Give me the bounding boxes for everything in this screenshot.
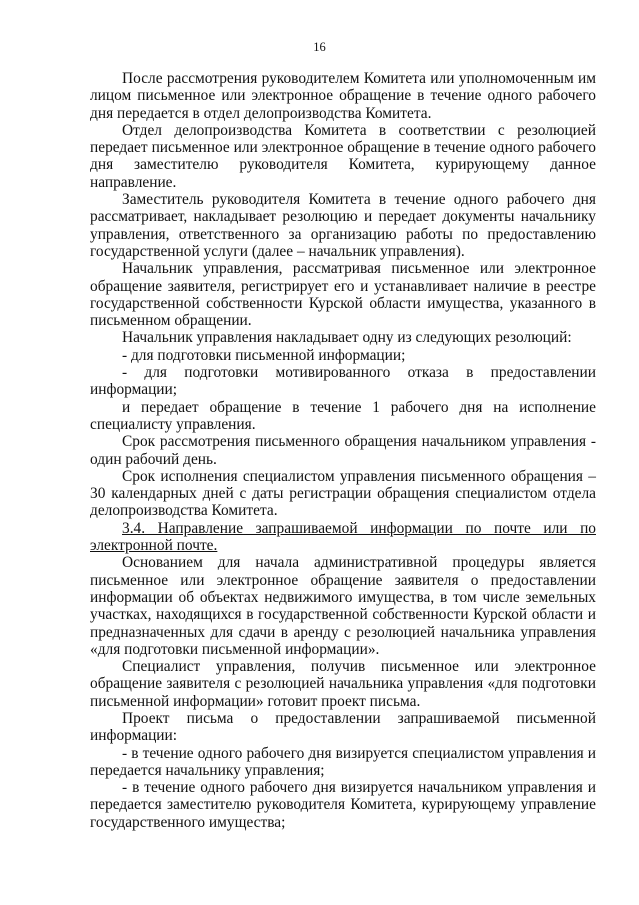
- section-heading: 3.4. Направление запрашиваемой информации по почте или по электронной почте.: [90, 519, 596, 555]
- paragraph: Срок исполнения специалистом управления письменного обращения – 30 календарных дней с даты регистрации обращения специалистом отдела делопроизводства Комитета.: [90, 467, 596, 520]
- paragraph: Специалист управления, получив письменное или электронное обращение заявителя с резолюцией начальника управления «для подготовки письменной информации» готовит проект письма.: [90, 658, 596, 710]
- paragraph: Начальник управления, рассматривая письменное или электронное обращение заявителя, регистрирует его и устанавливает наличие в реестре государственной собственности Курской области имущества, указанного в письменном обращении.: [90, 260, 596, 330]
- list-item: - для подготовки мотивированного отказа в предоставлении информации;: [90, 364, 596, 399]
- paragraph: Отдел делопроизводства Комитета в соответствии с резолюцией передает письменное или электронное обращение в течение одного рабочего дня заместителю руководителя Комитета, курирующему данное направление.: [90, 121, 596, 191]
- paragraph: Основанием для начала административной процедуры является письменное или электронное обращение заявителя о предоставлении информации об объектах недвижимого имущества, в том числе земельных участках, находящихся в государственной собственности Курской области и предназначенных для сдачи в аренду с резолюцией начальника управления «для подготовки письменной информации».: [90, 554, 596, 658]
- paragraph: Срок рассмотрения письменного обращения начальником управления - один рабочий день.: [90, 433, 596, 468]
- paragraph: Проект письма о предоставлении запрашиваемой письменной информации:: [90, 709, 596, 745]
- list-item: - в течение одного рабочего дня визируется начальником управления и передается заместителю руководителя Комитета, курирующему управление государственного имущества;: [90, 779, 596, 831]
- list-item: - для подготовки письменной информации;: [122, 346, 406, 364]
- paragraph: Заместитель руководителя Комитета в течение одного рабочего дня рассматривает, накладывает резолюцию и передает документы начальнику управления, ответственного за организацию работы по предоставлению государственной услуги (далее – начальник управления).: [90, 191, 596, 260]
- list-item: - в течение одного рабочего дня визируется специалистом управления и передается начальнику управления;: [90, 744, 596, 779]
- paragraph: и передает обращение в течение 1 рабочего дня на исполнение специалисту управления.: [90, 398, 596, 433]
- page-number: 16: [313, 40, 326, 54]
- paragraph: После рассмотрения руководителем Комитета или уполномоченным им лицом письменное или электронное обращение в течение одного рабочего дня передается в отдел делопроизводства Комитета.: [90, 70, 596, 122]
- document-body: [90, 70, 596, 831]
- paragraph: Начальник управления накладывает одну из следующих резолюций:: [122, 329, 572, 347]
